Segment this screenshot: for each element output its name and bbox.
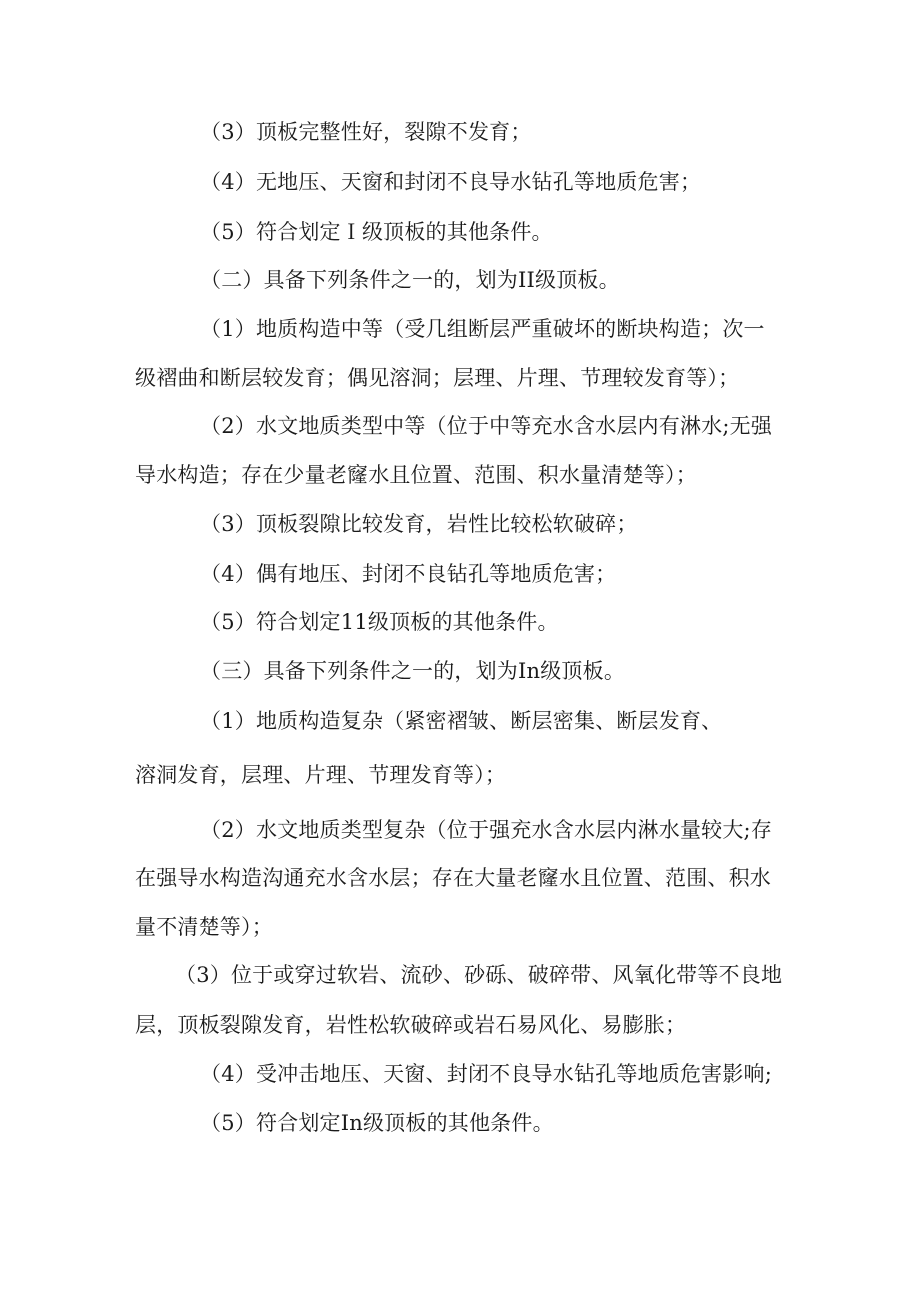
item-2-hydrology-medium-cont: 导水构造；存在少量老窿水且位置、范围、积水量清楚等）； bbox=[135, 463, 697, 487]
item-1-geology-complex-cont: 溶洞发育，层理、片理、节理发育等）； bbox=[135, 763, 507, 787]
item-3-soft-strata-cont: 层，顶板裂隙发育，岩性松软破碎或岩石易风化、易膨胀； bbox=[135, 1013, 687, 1037]
item-5-class-iii-other: （5）符合划定In级顶板的其他条件。 bbox=[200, 1111, 554, 1135]
item-2-hydrology-complex-end: 量不清楚等）； bbox=[135, 915, 273, 939]
item-3-roof-fractured: （3）顶板裂隙比较发育，岩性比较松软破碎； bbox=[200, 512, 638, 536]
item-1-geology-complex: （1）地质构造复杂（紧密褶皱、断层密集、断层发育、 bbox=[200, 709, 723, 733]
item-5-class-i-other: （5）符合划定Ｉ级顶板的其他条件。 bbox=[200, 220, 553, 244]
item-5-class-ii-other: （5）符合划定11级顶板的其他条件。 bbox=[200, 610, 559, 634]
item-3-roof-intact: （3）顶板完整性好，裂隙不发育； bbox=[200, 120, 532, 144]
item-2-hydrology-medium: （2）水文地质类型中等（位于中等充水含水层内有淋水;无强 bbox=[200, 414, 773, 438]
item-1-geology-medium: （1）地质构造中等（受几组断层严重破坏的断块构造；次一 bbox=[200, 317, 765, 341]
item-4-occasional-hazards: （4）偶有地压、封闭不良钻孔等地质危害； bbox=[200, 562, 617, 586]
item-4-impact-hazards: （4）受冲击地压、天窗、封闭不良导水钻孔等地质危害影响; bbox=[200, 1062, 773, 1086]
item-4-no-hazards: （4）无地压、天窗和封闭不良导水钻孔等地质危害； bbox=[200, 170, 702, 194]
item-2-hydrology-complex-cont: 在强导水构造沟通充水含水层；存在大量老窿水且位置、范围、积水 bbox=[135, 866, 771, 890]
item-2-hydrology-complex: （2）水文地质类型复杂（位于强充水含水层内淋水量较大;存 bbox=[200, 818, 773, 842]
heading-class-ii: （二）具备下列条件之一的，划为II级顶板。 bbox=[200, 268, 620, 292]
heading-class-iii: （三）具备下列条件之一的，划为In级顶板。 bbox=[200, 659, 626, 683]
item-1-geology-medium-cont: 级褶曲和断层较发育；偶见溶洞；层理、片理、节理较发育等）； bbox=[135, 366, 740, 390]
item-3-soft-strata: （3）位于或穿过软岩、流砂、砂砾、破碎带、风氧化带等不良地 bbox=[175, 963, 783, 987]
